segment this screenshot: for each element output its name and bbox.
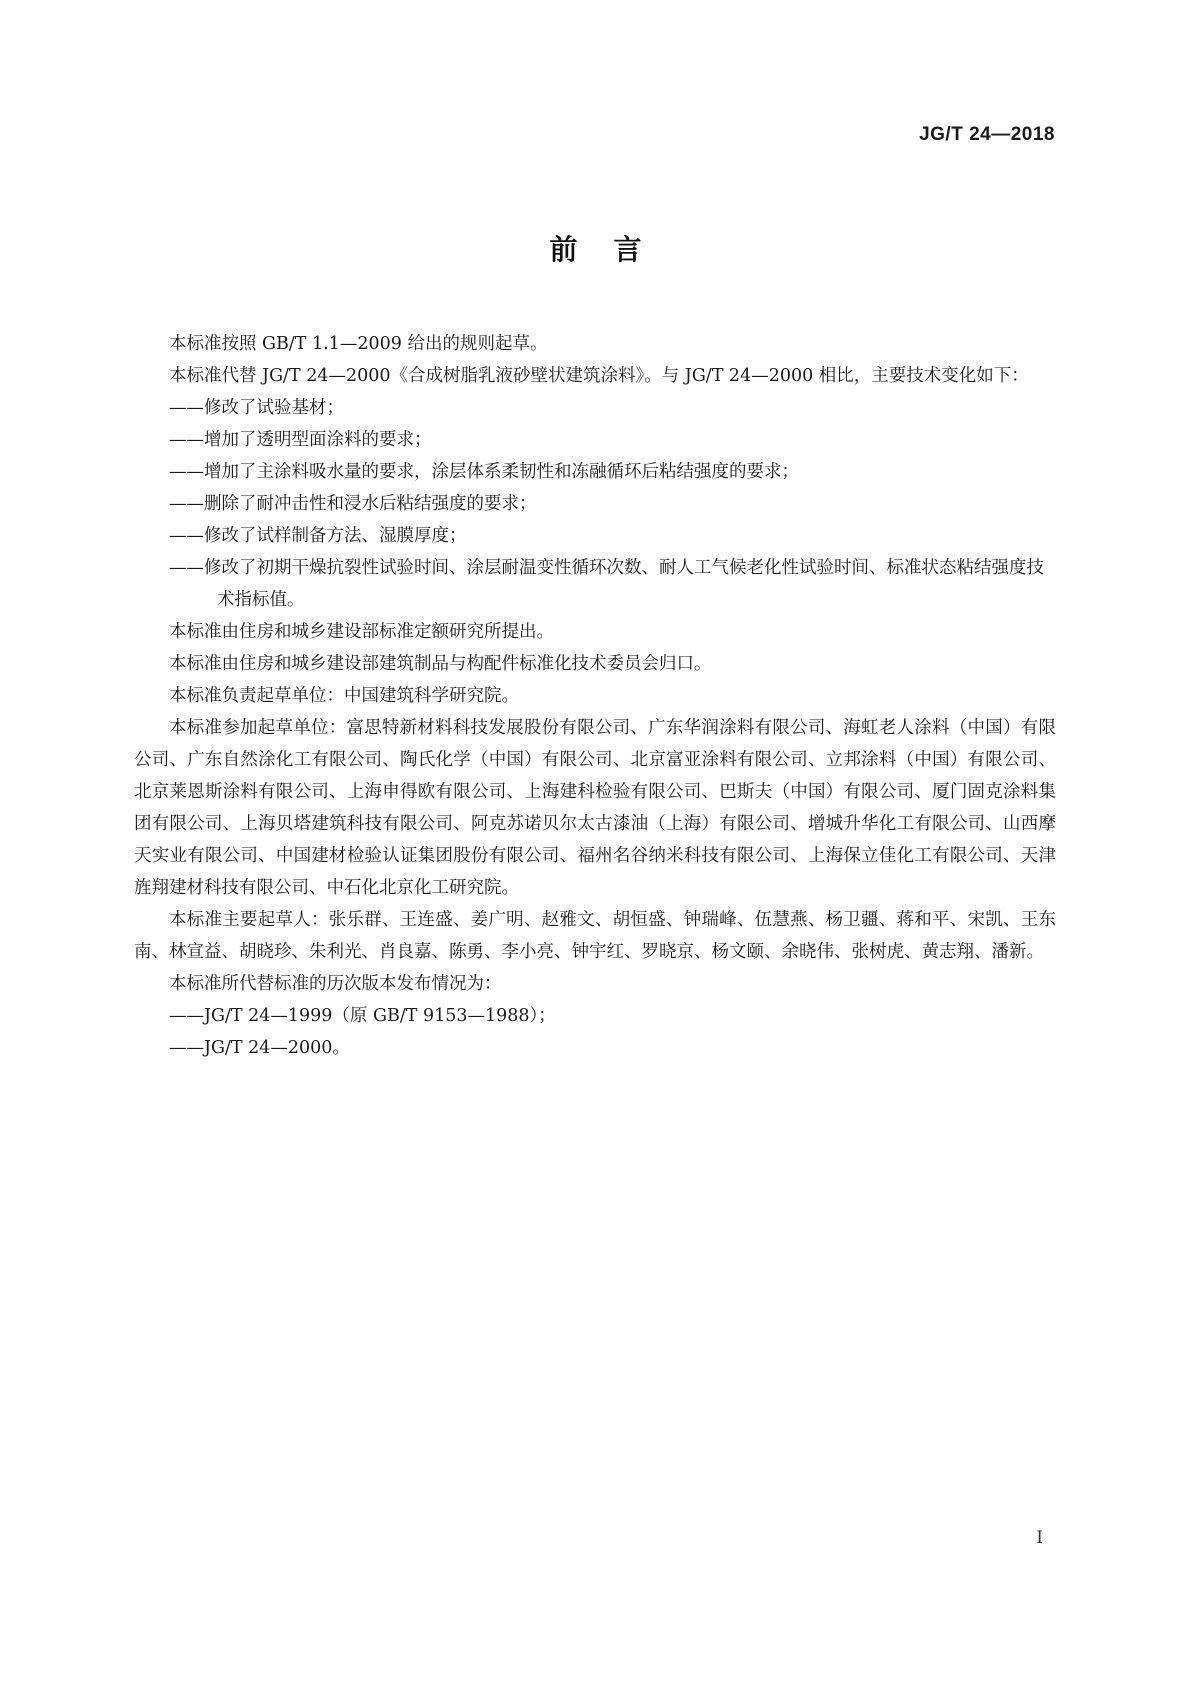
standard-code: JG/T 24—2018	[919, 124, 1055, 145]
paragraph-history-intro: 本标准所代替标准的历次版本发布情况为：	[169, 974, 502, 994]
history-item: ——JG/T 24—2000。	[169, 1038, 350, 1058]
paragraph-replacement: 本标准代替 JG/T 24—2000《合成树脂乳液砂壁状建筑涂料》。与 JG/T 24—2000 相比，主要技术变化如下：	[169, 366, 1029, 386]
paragraph-lead-drafter: 本标准负责起草单位：中国建筑科学研究院。	[169, 686, 519, 706]
change-item: ——修改了试验基材；	[169, 398, 344, 418]
change-item: ——增加了主涂料吸水量的要求，涂层体系柔韧性和冻融循环后粘结强度的要求；	[169, 462, 799, 482]
change-item: ——增加了透明型面涂料的要求；	[169, 430, 432, 450]
paragraph-proposer: 本标准由住房和城乡建设部标准定额研究所提出。	[169, 622, 554, 642]
change-item: ——删除了耐冲击性和浸水后粘结强度的要求；	[169, 494, 537, 514]
paragraph-drafting-rules: 本标准按照 GB/T 1.1—2009 给出的规则起草。	[169, 334, 548, 354]
page-number: I	[1036, 1528, 1043, 1548]
paragraph-drafters: 本标准主要起草人：张乐群、王连盛、姜广明、赵雅文、胡恒盛、钟瑞峰、伍慧燕、杨卫疆、蒋和平、宋凯、王东南、林宣益、胡晓珍、朱利光、肖良嘉、陈勇、李小亮、钟宇红、罗晓京、杨文颐、余晓伟、张树虎、黄志翔、潘新。	[134, 910, 1056, 962]
page-title: 前言	[549, 233, 678, 266]
paragraph-participating-units: 本标准参加起草单位：富思特新材料科技发展股份有限公司、广东华润涂料有限公司、海虹老人涂料（中国）有限公司、广东自然涂化工有限公司、陶氏化学（中国）有限公司、北京富亚涂料有限公司、立邦涂料（中国）有限公司、北京莱恩斯涂料有限公司、上海申得欧有限公司、上海建科检验有限公司、巴斯夫（中国）有限公司、厦门固克涂料集团有限公司、上海贝塔建筑科技有限公司、阿克苏诺贝尔太古漆油（上海）有限公司、增城升华化工有限公司、山西摩天实业有限公司、中国建材检验认证集团股份有限公司、福州名谷纳米科技有限公司、上海保立佳化工有限公司、天津旌翔建材科技有限公司、中石化北京化工研究院。	[134, 718, 1056, 898]
paragraph-committee: 本标准由住房和城乡建设部建筑制品与构配件标准化技术委员会归口。	[169, 654, 712, 674]
change-item: ——修改了初期干燥抗裂性试验时间、涂层耐温变性循环次数、耐人工气候老化性试验时间、标准状态粘结强度技术指标值。	[169, 558, 1044, 610]
foreword-body	[134, 328, 1056, 1064]
change-item: ——修改了试样制备方法、湿膜厚度；	[169, 526, 467, 546]
history-item: ——JG/T 24—1999（原 GB/T 9153—1988）；	[169, 1006, 556, 1026]
